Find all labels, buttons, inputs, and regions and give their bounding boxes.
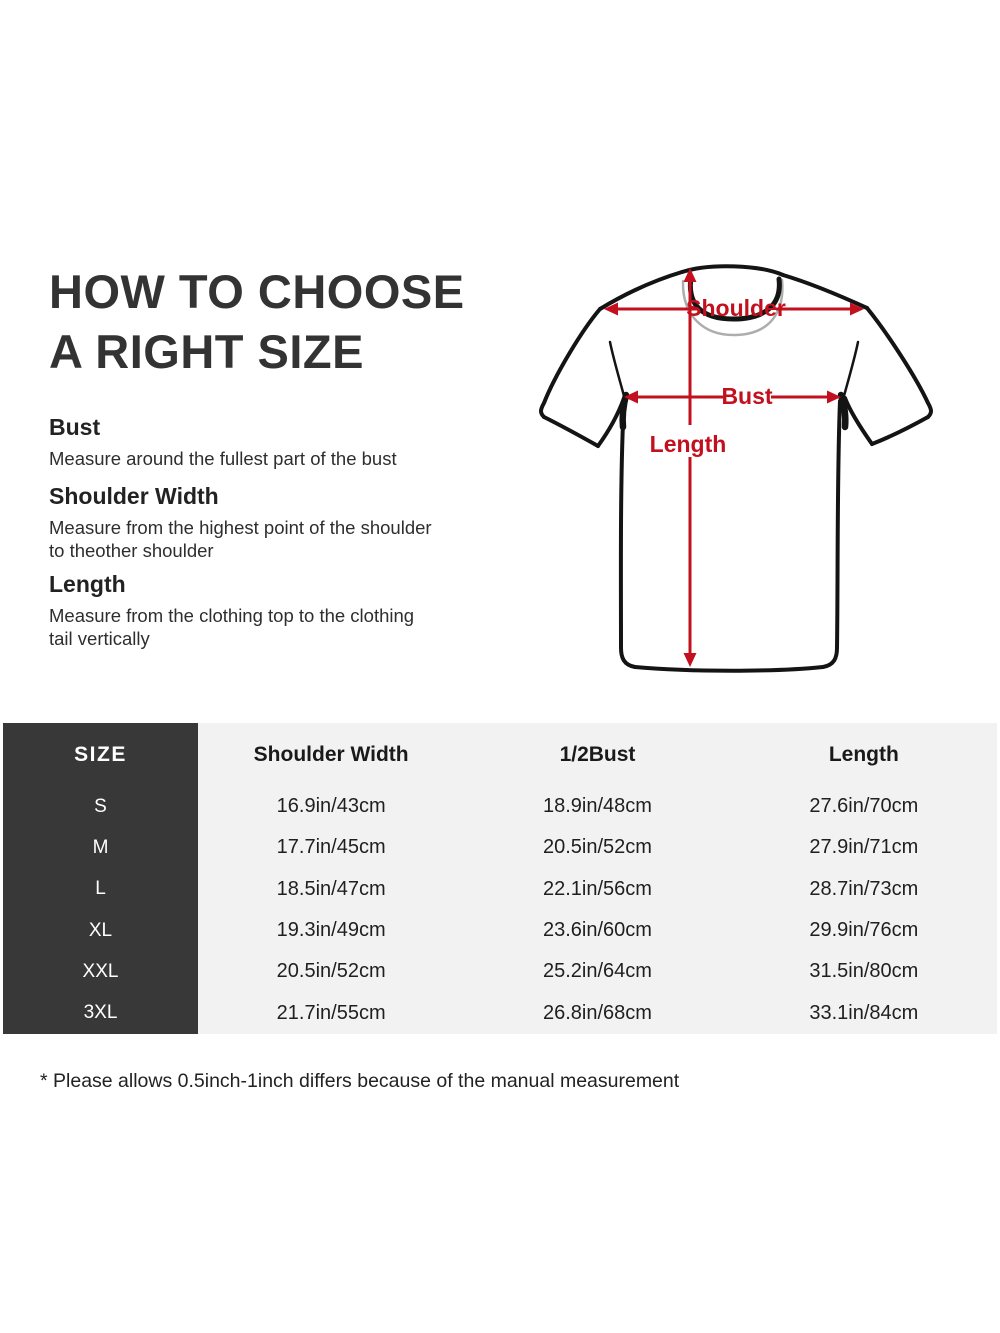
tshirt-outline bbox=[541, 266, 931, 670]
right-sleeve-inner bbox=[845, 398, 872, 444]
size-label-xl: XL bbox=[3, 910, 198, 951]
tshirt-diagram bbox=[520, 255, 960, 695]
size-table-header-half-bust: 1/2Bust bbox=[559, 742, 636, 766]
size-label-l: L bbox=[3, 869, 198, 910]
value-3xl-shoulder: 21.7in/55cm bbox=[276, 1001, 386, 1024]
size-label-s: S bbox=[3, 786, 198, 827]
instruction-length-heading: Length bbox=[49, 571, 126, 597]
value-s-length: 27.6in/70cm bbox=[809, 795, 919, 818]
instruction-length-body: Measure from the clothing top to the clothing tail vertically bbox=[49, 605, 415, 649]
value-s-bust: 18.9in/48cm bbox=[543, 795, 652, 818]
instruction-shoulder-width bbox=[49, 483, 439, 562]
value-xxl-length: 31.5in/80cm bbox=[809, 960, 919, 983]
value-xxl-bust: 25.2in/64cm bbox=[543, 960, 652, 983]
value-3xl-bust: 26.8in/68cm bbox=[543, 1001, 652, 1024]
right-body-side bbox=[823, 401, 840, 667]
left-body-side bbox=[621, 401, 635, 667]
instruction-shoulder-body: Measure from the highest point of the shoulder to theother shoulder bbox=[49, 517, 432, 561]
page-title-line2: A RIGHT SIZE bbox=[49, 325, 364, 378]
value-l-shoulder: 18.5in/47cm bbox=[276, 877, 386, 900]
value-xl-length: 29.9in/76cm bbox=[809, 919, 919, 942]
size-label-m: M bbox=[3, 827, 198, 868]
value-m-bust: 20.5in/52cm bbox=[543, 836, 652, 859]
instruction-bust-heading: Bust bbox=[49, 414, 101, 440]
value-xxl-shoulder: 20.5in/52cm bbox=[276, 960, 386, 983]
measure-arrowheads bbox=[604, 268, 864, 667]
right-sleeve-outer bbox=[867, 308, 931, 417]
value-xl-bust: 23.6in/60cm bbox=[543, 919, 652, 942]
measurement-footnote: * Please allows 0.5inch-1inch differs because of the manual measurement bbox=[40, 1070, 680, 1092]
left-sleeve-cuff bbox=[544, 417, 598, 446]
length-arrowhead-bottom bbox=[684, 653, 697, 667]
size-table-header-length: Length bbox=[828, 742, 899, 766]
instruction-shoulder-heading: Shoulder Width bbox=[49, 483, 219, 509]
size-label-3xl: 3XL bbox=[3, 992, 198, 1033]
right-shoulder-seam bbox=[783, 275, 867, 308]
hem bbox=[635, 667, 823, 671]
left-body-curve bbox=[610, 342, 624, 396]
size-table-header-size: SIZE bbox=[3, 723, 198, 786]
value-m-shoulder: 17.7in/45cm bbox=[276, 836, 386, 859]
value-s-shoulder: 16.9in/43cm bbox=[276, 795, 386, 818]
size-table bbox=[3, 723, 997, 1034]
right-body-curve bbox=[844, 342, 858, 396]
left-shoulder-seam bbox=[600, 272, 682, 309]
value-l-length: 28.7in/73cm bbox=[809, 877, 919, 900]
page-title-line1: HOW TO CHOOSE bbox=[49, 265, 465, 318]
value-3xl-length: 33.1in/84cm bbox=[809, 1001, 919, 1024]
page-title bbox=[49, 262, 465, 382]
instruction-length bbox=[49, 571, 439, 650]
size-label-xxl: XXL bbox=[3, 951, 198, 992]
right-sleeve-cuff bbox=[872, 417, 928, 444]
left-sleeve-outer bbox=[541, 309, 600, 417]
collar-top bbox=[682, 266, 783, 275]
bust-label: Bust bbox=[721, 383, 773, 409]
right-armpit-shadow bbox=[841, 395, 845, 427]
value-l-bust: 22.1in/56cm bbox=[543, 877, 652, 900]
length-label: Length bbox=[649, 431, 727, 457]
size-table-header-shoulder-width: Shoulder Width bbox=[253, 742, 409, 766]
value-m-length: 27.9in/71cm bbox=[809, 836, 919, 859]
instruction-bust-body: Measure around the fullest part of the bust bbox=[49, 448, 397, 469]
measure-labels bbox=[650, 295, 786, 457]
value-xl-shoulder: 19.3in/49cm bbox=[276, 919, 386, 942]
shoulder-label: Shoulder bbox=[686, 295, 786, 321]
instruction-bust bbox=[49, 414, 439, 471]
